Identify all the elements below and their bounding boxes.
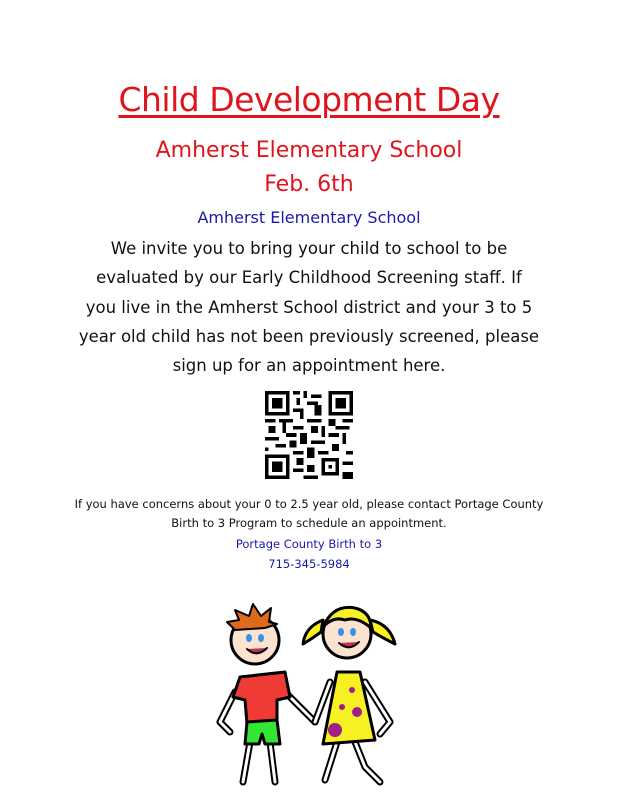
note-line: If you have concerns about your 0 to 2.5 year old, please contact Portage County	[74, 497, 544, 511]
contact-info	[0, 534, 618, 574]
school-subtitle: Amherst Elementary School	[155, 138, 463, 163]
qr-code[interactable]	[264, 391, 354, 479]
event-date: Feb. 6th	[264, 172, 354, 197]
children-clipart-image	[205, 572, 420, 787]
body-line: year old child has not been previously screened, please	[78, 326, 540, 346]
invitation-text	[0, 234, 618, 380]
contact-phone[interactable]: 715-345-5984	[268, 557, 350, 571]
boy-figure	[220, 604, 315, 782]
contact-name: Portage County Birth to 3	[235, 537, 383, 551]
concerns-note	[0, 495, 618, 533]
note-line: Birth to 3 Program to schedule an appointment.	[171, 516, 447, 530]
body-line: you live in the Amherst School district and your 3 to 5	[85, 297, 533, 317]
body-line: We invite you to bring your child to school to be	[110, 239, 508, 258]
body-line: sign up for an appointment here.	[172, 356, 446, 376]
body-line: evaluated by our Early Childhood Screening staff. If	[96, 268, 522, 288]
location-label: Amherst Elementary School	[197, 208, 421, 227]
flyer-title: Child Development Day	[118, 80, 500, 119]
girl-figure	[303, 607, 395, 782]
